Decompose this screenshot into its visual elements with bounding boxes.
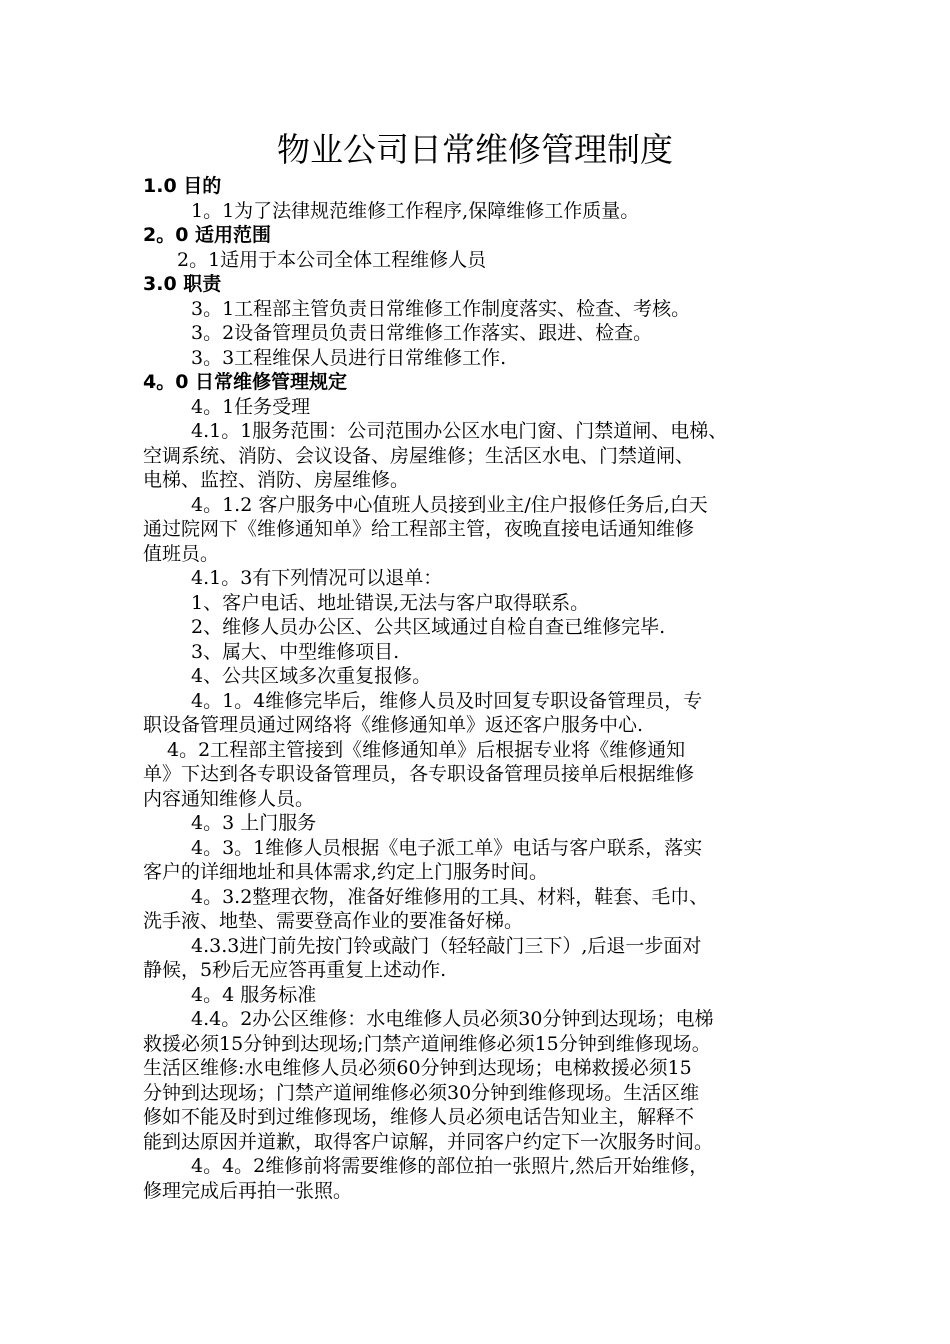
text-line: 空调系统、消防、会议设备、房屋维修；生活区水电、门禁道闸、	[143, 444, 695, 467]
text-line: 4。1。4维修完毕后，维修人员及时回复专职设备管理员，专	[191, 689, 703, 712]
text-line: 修如不能及时到过维修现场，维修人员必须电话告知业主，解释不	[143, 1106, 695, 1128]
text-line: 3。2设备管理员负责日常维修工作落实、跟进、检查。	[191, 322, 653, 344]
section-heading: 4。0 日常维修管理规定	[143, 371, 348, 393]
text-line: 4。1任务受理	[191, 395, 311, 418]
text-line: 客户的详细地址和具体需求,约定上门服务时间。	[143, 861, 549, 883]
text-line: 生活区维修:水电维修人员必须60分钟到达现场；电梯救援必须15	[143, 1057, 692, 1079]
text-line: 能到达原因并道歉，取得客户谅解，并同客户约定下一次服务时间。	[143, 1130, 714, 1153]
text-line: 值班员。	[143, 542, 220, 565]
text-line: 2。1适用于本公司全体工程维修人员	[177, 248, 487, 271]
section-heading: 2。0 适用范围	[143, 224, 272, 246]
text-line: 4、公共区域多次重复报修。	[191, 665, 432, 687]
text-line: 单》下达到各专职设备管理员，各专职设备管理员接单后根据维修	[143, 763, 695, 785]
text-line: 静候，5秒后无应答再重复上述动作.	[143, 959, 447, 981]
document-title: 物业公司日常维修管理制度	[277, 130, 673, 169]
text-line: 4.1。3有下列情况可以退单：	[191, 567, 443, 589]
text-line: 4。4 服务标准	[191, 983, 317, 1006]
document-body	[143, 174, 813, 1203]
text-line: 1、客户电话、地址错误,无法与客户取得联系。	[191, 591, 590, 614]
text-line: 4。3 上门服务	[191, 812, 317, 834]
text-line: 4。3.2整理衣物，准备好维修用的工具、材料，鞋套、毛巾、	[191, 885, 709, 908]
text-line: 3。3工程维保人员进行日常维修工作.	[191, 346, 507, 369]
text-line: 洗手液、地垫、需要登高作业的要准备好梯。	[143, 910, 524, 932]
text-line: 修理完成后再拍一张照。	[143, 1179, 353, 1202]
text-line: 通过院网下《维修通知单》给工程部主管，夜晚直接电话通知维修	[143, 518, 695, 540]
text-line: 2、维修人员办公区、公共区域通过自检自查已维修完毕.	[191, 616, 666, 638]
text-line: 3、属大、中型维修项目.	[191, 640, 400, 663]
text-line: 1。1为了法律规范维修工作程序,保障维修工作质量。	[191, 199, 640, 222]
text-line: 4。4。2维修前将需要维修的部位拍一张照片,然后开始维修，	[191, 1155, 709, 1177]
section-heading: 3.0 职责	[143, 273, 222, 295]
text-line: 3。1工程部主管负责日常维修工作制度落实、检查、考核。	[191, 297, 691, 320]
text-line: 职设备管理员通过网络将《维修通知单》返还客户服务中心.	[143, 714, 644, 736]
text-line: 救援必须15分钟到达现场;门禁产道闸维修必须15分钟到维修现场。	[143, 1032, 711, 1055]
text-line: 4。1.2 客户服务中心值班人员接到业主/住户报修任务后,白天	[191, 493, 708, 516]
text-line: 4.1。1服务范围：公司范围办公区水电门窗、门禁道闸、电梯、	[191, 420, 728, 442]
section-heading: 1.0 目的	[143, 175, 222, 197]
text-line: 4。3。1维修人员根据《电子派工单》电话与客户联系，落实	[191, 836, 703, 859]
text-line: 内容通知维修人员。	[143, 787, 315, 810]
text-line: 4.4。2办公区维修：水电维修人员必须30分钟到达现场；电梯	[191, 1008, 714, 1030]
text-line: 4.3.3进门前先按门铃或敲门（轻轻敲门三下）,后退一步面对	[191, 934, 702, 957]
text-line: 电梯、监控、消防、房屋维修。	[143, 469, 410, 491]
text-line: 分钟到达现场；门禁产道闸维修必须30分钟到维修现场。生活区维	[143, 1081, 700, 1104]
text-line: 4。2工程部主管接到《维修通知单》后根据专业将《维修通知	[167, 738, 686, 761]
